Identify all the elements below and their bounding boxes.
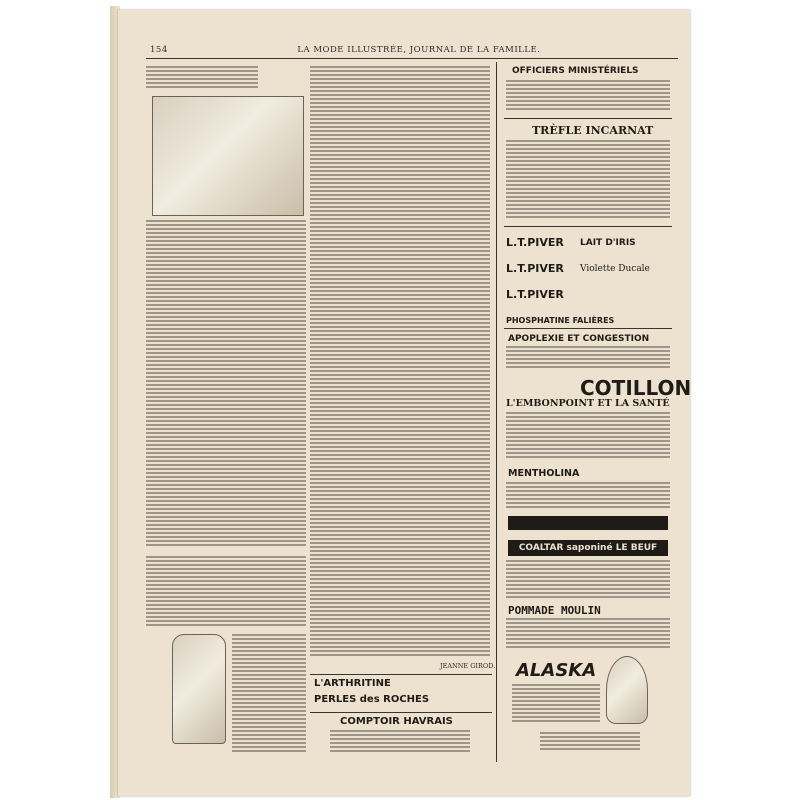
ad-apoplexie: APOPLEXIE ET CONGESTION [508,334,650,344]
ad-nevralgies-band [508,516,668,530]
signature-girod: JEANNE GIROD. [440,662,496,670]
ad-officiers: OFFICIERS MINISTÉRIELS [512,66,639,76]
ad-comptoir-text [330,730,470,752]
ad-alaska: ALASKA [516,660,597,681]
ad-cotillon: COTILLON [580,376,692,400]
ad-pommade-text [506,618,670,648]
ad-divider [310,674,492,675]
ad-alaska-text [512,684,600,724]
perfume-boxes-illustration [152,96,304,216]
ad-comptoir: COMPTOIR HAVRAIS [340,716,453,727]
ad-embonpoint: L'EMBONPOINT ET LA SANTÉ [506,398,670,409]
column-1-text-body [146,220,306,548]
ad-embonpoint-text [506,412,670,460]
ad-phosphatine: PHOSPHATINE FALIÈRES [506,316,615,325]
running-header [150,44,670,56]
header-rule [146,58,678,59]
ad-pommade: POMMADE MOULIN [508,604,601,617]
ad-trefle: TRÈFLE INCARNAT [532,124,654,137]
ad-piver-2: L.T.PIVER [506,262,564,275]
running-title: LA MODE ILLUSTRÉE, JOURNAL DE LA FAMILLE. [297,45,541,55]
ad-coaltar: COALTAR saponiné LE BEUF [508,540,668,556]
column-1-text-mid [146,556,306,628]
ad-coaltar-text [506,560,670,600]
column-divider [496,62,497,762]
column-1-text-bottom [232,634,306,752]
ad-divider-2 [310,712,492,713]
ad-perles: PERLES des ROCHES [314,694,430,705]
ad-trefle-text [506,140,670,220]
ad-divider-4 [504,226,672,227]
ad-lait-iris: LAIT D'IRIS [580,238,636,248]
alaska-figure-illustration [606,656,648,724]
ad-piver-3: L.T.PIVER [506,288,564,301]
bottle-illustration [172,634,226,744]
ad-officiers-text [506,80,670,112]
ad-divider-3 [504,118,672,119]
column-1-text-top [146,66,258,90]
ad-mentholina-text [506,482,670,510]
ad-alaska-address [540,732,640,750]
page-number: 154 [150,45,168,55]
ad-violette: Violette Ducale [580,264,650,274]
column-2-text [310,66,490,656]
ad-mentholina: MENTHOLINA [508,468,580,479]
ad-apoplexie-text [506,346,670,370]
ad-divider-5 [504,328,672,329]
ad-arthritine: L'ARTHRITINE [314,678,391,689]
ad-piver-1: L.T.PIVER [506,236,564,249]
